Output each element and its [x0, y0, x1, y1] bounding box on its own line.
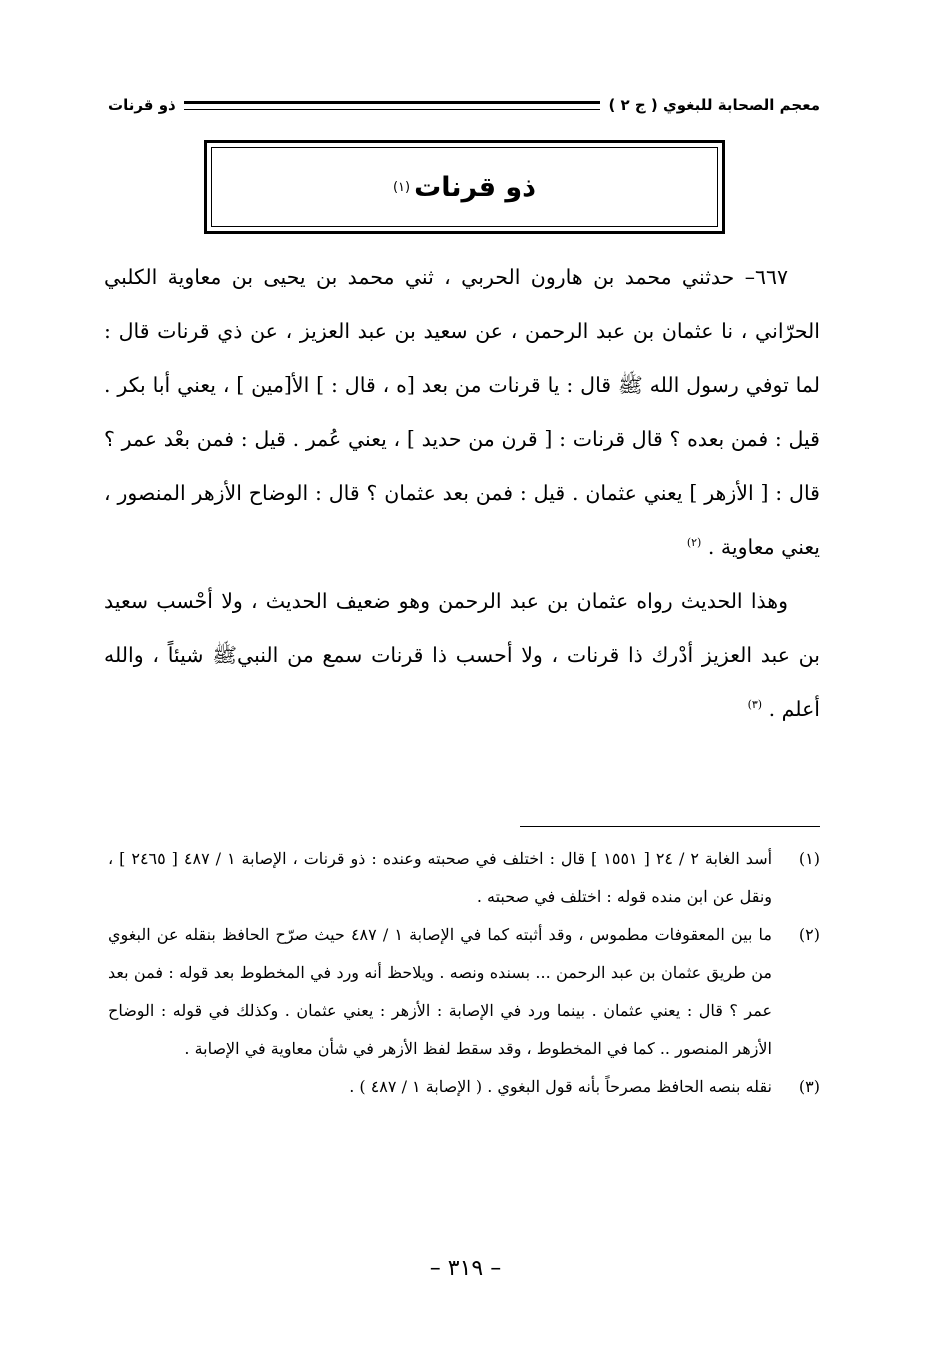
footnote-text: ما بين المعقوفات مطموس ، وقد أثبته كما في الإصابة ١ / ٤٨٧ حيث صرّح الحافظ بنقله عن البغوي من طريق عثمان بن عبد الرحمن ... بسنده ونصه . ويلاحظ أنه ورد في المخطوط بعد قوله : فمن بعد عمر ؟ قال : يعني عثمان . بينما ورد في الإصابة : الأزهر : يعني عثمان . وكذلك في قوله : الوضاح الأزهر المنصور .. كما في المخطوط ، وقد سقط لفظ الأزهر في شأن معاوية في الإصابة .	[108, 925, 772, 1058]
footnote	[108, 840, 820, 916]
footnote	[108, 1068, 820, 1106]
footnotes	[108, 840, 820, 1106]
entry-title: ذو قرنات	[414, 171, 537, 203]
running-header	[108, 92, 820, 118]
footnote-text: أسد الغابة ٢ / ٢٤ [ ١٥٥١ ] قال : اختلف في صحبته وعنده : ذو قرنات ، الإصابة ١ / ٤٨٧ [ ٢٤٦٥ ] ، ونقل عن ابن منده قوله : اختلف في صحبته .	[108, 849, 773, 906]
chapter-title: ذو قرنات	[108, 96, 176, 114]
hadith-text: ٦٦٧– حدثني محمد بن هارون الحربي ، ثني محمد بن يحيى بن معاوية الكلبي الحرّاني ، نا عثمان بن عبد الرحمن ، عن سعيد بن عبد العزيز ، عن ذي قرنات قال : لما توفي رسول الله ﷺ قال : يا قرنات من بعد [ه ، قال : ] الأ[مين ] ، يعني أبا بكر . قيل : فمن بعده ؟ قال قرنات : [ قرن من حديد ] ، يعني عُمر . قيل : فمن بعْد عمر ؟ قال : [ الأزهر ] يعني عثمان . قيل : فمن بعد عثمان ؟ قال : الوضاح الأزهر المنصور ، يعني معاوية .	[104, 265, 820, 559]
commentary-text: وهذا الحديث رواه عثمان بن عبد الرحمن وهو ضعيف الحديث ، ولا أحْسب سعيد بن عبد العزيز أدْرك ذا قرنات ، ولا أحسب ذا قرنات سمع من النبيﷺ شيئاً ، والله أعلم .	[104, 589, 820, 721]
footnote	[108, 916, 820, 1068]
entry-title-frame	[204, 140, 725, 234]
header-rule	[184, 101, 601, 110]
footnote-number: (١)	[798, 849, 820, 868]
footnote-number: (٣)	[798, 1077, 820, 1096]
footnote-number: (٢)	[798, 925, 820, 944]
page-number: – ٣١٩ –	[429, 1256, 502, 1281]
entry-title-footnote-marker: (١)	[392, 179, 411, 195]
body-text	[104, 250, 820, 736]
footnote-separator	[520, 826, 820, 827]
footnote-marker-3: (٣)	[747, 698, 763, 712]
commentary-paragraph	[104, 574, 820, 736]
book-title: معجم الصحابة للبغوي ( ج ٢ )	[608, 96, 820, 114]
footnote-text: نقله بنصه الحافظ مصرحاً بأنه قول البغوي . ( الإصابة ١ / ٤٨٧ ) .	[349, 1077, 772, 1096]
entry-title-box	[211, 147, 718, 227]
hadith-paragraph	[104, 250, 820, 574]
footnote-marker-2: (٢)	[686, 536, 702, 550]
